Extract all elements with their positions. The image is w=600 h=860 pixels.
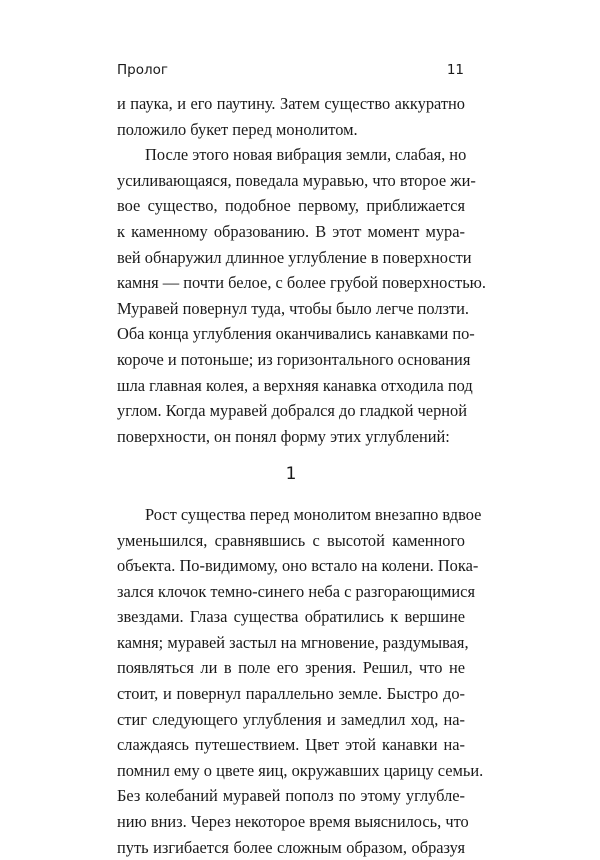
text-line: поверхности, он понял форму этих углублений: [117, 426, 450, 446]
page-number: 11 [446, 62, 464, 78]
text-line: камня; муравей застыл на мгновение, раздумывая, [117, 632, 469, 652]
text-line: звездами. Глаза существа обратились к вершине [117, 607, 465, 627]
text-line: помнил ему о цвете яиц, окружавших царицу семьи. [117, 760, 484, 780]
body-text [117, 91, 487, 860]
text-line: короче и потоньше; из горизонтального основания [117, 349, 471, 369]
text-line: усиливающаяся, поведала муравью, что второе жи- [117, 170, 476, 190]
text-line: Без колебаний муравей пополз по этому углубле- [117, 786, 465, 806]
text-line: стиг следующего углубления и замедлил ход, на- [117, 709, 465, 729]
text-line: и паука, и его паутину. Затем существо аккуратно [117, 94, 465, 113]
text-line: к каменному образованию. В этот момент мура- [117, 221, 465, 241]
text-line: зался клочок темно-синего неба с разгорающимися [117, 581, 475, 601]
paragraph-1 [117, 91, 465, 142]
paragraph-2 [117, 142, 487, 449]
text-line: положило букет перед монолитом. [117, 119, 358, 139]
text-line: уменьшился, сравнявшись с высотой каменного [117, 530, 465, 550]
text-line: появляться ли в поле его зрения. Решил, что не [117, 658, 465, 678]
section-title: Пролог [117, 62, 168, 78]
text-line: нию вниз. Через некоторое время выяснилось, что [117, 812, 469, 832]
text-line: вое существо, подобное первому, приближается [117, 196, 465, 216]
paragraph-3 [117, 502, 484, 860]
text-line: камня — почти белое, с более грубой поверхностью. [117, 273, 487, 293]
figure-label: 1 [285, 464, 297, 485]
text-line: углом. Когда муравей добрался до гладкой черной [117, 401, 468, 421]
running-header [117, 62, 464, 82]
text-line: Рост существа перед монолитом внезапно вдвое [145, 504, 482, 524]
text-line: Оба конца углубления оканчивались канавками по- [117, 324, 475, 344]
text-line: стоит, и повернул параллельно земле. Быстро до- [117, 684, 465, 704]
text-line: объекта. По-видимому, оно встало на колени. Пока- [117, 556, 479, 576]
text-line: шла главная колея, а верхняя канавка отходила под [117, 375, 473, 395]
text-line: Муравей повернул туда, чтобы было легче ползти. [117, 298, 470, 318]
text-line: вей обнаружил длинное углубление в поверхности [117, 247, 472, 267]
text-line: После этого новая вибрация земли, слабая, но [145, 145, 467, 165]
text-line: путь изгибается более сложным образом, образуя [117, 837, 465, 857]
text-line: слаждаясь путешествием. Цвет этой канавки на- [117, 735, 465, 755]
